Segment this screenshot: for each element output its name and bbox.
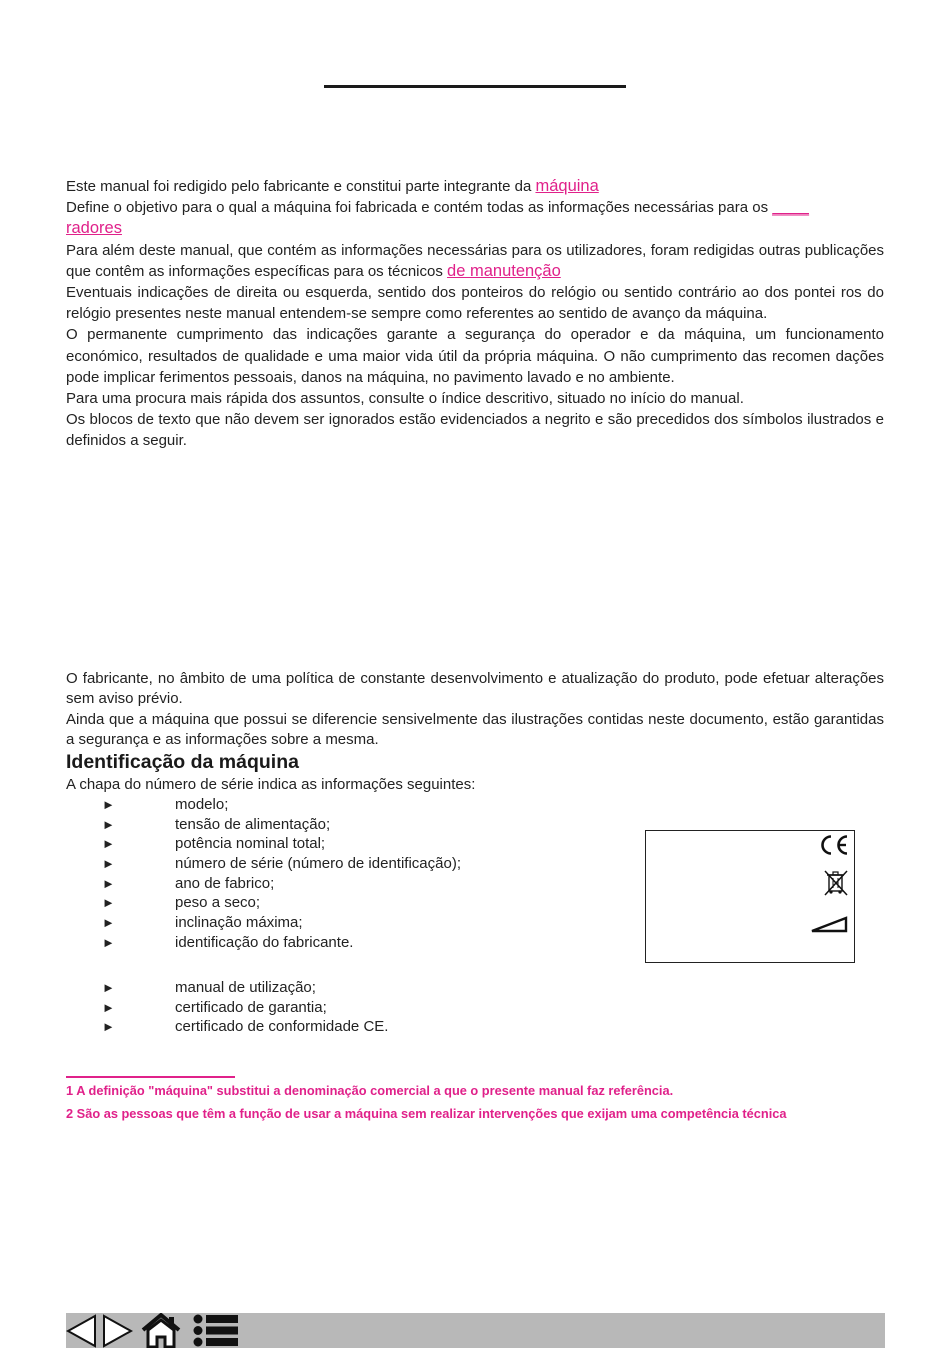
bullet-arrow-icon: ► xyxy=(102,934,115,950)
weee-bin-icon xyxy=(822,869,850,897)
index-list-icon[interactable] xyxy=(192,1313,240,1348)
bullet-arrow-icon: ► xyxy=(102,816,115,832)
update-paragraph-2: Ainda que a máquina que possui se diferencie sensivelmente das ilustrações contidas neste documento, estão garantidas a segurança e as informações sobre a mesma. xyxy=(66,710,884,749)
bullet-arrow-icon: ► xyxy=(102,856,115,872)
list-item: ► peso a seco; xyxy=(66,893,461,913)
list-item: ► número de série (número de identificação); xyxy=(66,854,461,874)
list-item: ► modelo; xyxy=(66,795,461,815)
update-notice xyxy=(66,669,884,751)
bullet-arrow-icon: ► xyxy=(102,1019,115,1035)
list-item: ► identificação do fabricante. xyxy=(66,933,461,953)
intro-paragraph-6: Para uma procura mais rápida dos assuntos, consulte o índice descritivo, situado no início do manual. xyxy=(66,390,744,408)
bullet-arrow-icon: ► xyxy=(102,836,115,852)
home-icon[interactable] xyxy=(140,1313,182,1348)
next-page-icon[interactable] xyxy=(101,1313,133,1348)
serial-number-plate xyxy=(645,830,855,963)
slope-icon xyxy=(810,915,850,933)
previous-page-icon[interactable] xyxy=(66,1313,98,1348)
title-rule xyxy=(324,85,626,88)
bullet-arrow-icon: ► xyxy=(102,875,115,891)
section-lead: A chapa do número de série indica as informações seguintes: xyxy=(66,776,476,793)
intro-text xyxy=(66,176,884,452)
footnote-link-operadores-b[interactable]: radores xyxy=(66,219,122,238)
footnote-link-operadores-a[interactable]: ____ xyxy=(772,198,809,217)
documents-list xyxy=(66,978,388,1037)
intro-paragraph-4: Eventuais indicações de direita ou esquerda, sentido dos ponteiros do relógio ou sentido contrário ao dos pontei ros do relógio presentes neste manual entendem-se sempre como referentes ao sentido de avanço da máquina. xyxy=(66,284,884,323)
list-item: ► potência nominal total; xyxy=(66,834,461,854)
navigation-bar xyxy=(66,1313,885,1348)
bullet-arrow-icon: ► xyxy=(102,895,115,911)
intro-paragraph-5: O permanente cumprimento das indicações garante a segurança do operador e da máquina, um funcionamento económico, resultados de qualidade e uma maior vida útil da própria máquina. O não cumprimento das recomen dações pode implicar ferimentos pessoais, danos na máquina, no pavimento lavado e no ambiente. xyxy=(66,326,884,386)
footnote-1: 1 A definição "máquina" substitui a denominação comercial a que o presente manual faz referência. xyxy=(66,1083,674,1098)
section-heading: Identificação da máquina xyxy=(66,751,299,773)
list-item: ► ano de fabrico; xyxy=(66,874,461,894)
intro-line-1: Este manual foi redigido pelo fabricante e constitui parte integrante da máquina xyxy=(66,177,599,195)
bullet-arrow-icon: ► xyxy=(102,915,115,931)
list-item: ► tensão de alimentação; xyxy=(66,815,461,835)
footnote-link-maquina[interactable]: máquina xyxy=(535,177,599,195)
list-item: ► manual de utilização; xyxy=(66,978,388,998)
plate-info-list xyxy=(66,795,461,953)
list-item: ► inclinação máxima; xyxy=(66,913,461,933)
bullet-arrow-icon: ► xyxy=(102,999,115,1015)
footnote-2: 2 São as pessoas que têm a função de usar a máquina sem realizar intervenções que exijam uma competência técnica xyxy=(66,1106,787,1121)
ce-mark-icon xyxy=(818,833,850,857)
list-item: ► certificado de conformidade CE. xyxy=(66,1017,388,1037)
bullet-arrow-icon: ► xyxy=(102,797,115,812)
footnote-rule xyxy=(66,1076,235,1078)
footnote-link-manutencao[interactable]: de manutenção xyxy=(447,261,561,280)
update-paragraph-1: O fabricante, no âmbito de uma política de constante desenvolvimento e atualização do produto, pode efetuar alterações sem aviso prévio. xyxy=(66,670,884,708)
intro-line-2: Define o objetivo para o qual a máquina foi fabricada e contém todas as informações necessárias para os ____ radores xyxy=(66,198,809,238)
list-item: ► certificado de garantia; xyxy=(66,998,388,1018)
intro-paragraph-7: Os blocos de texto que não devem ser ignorados estão evidenciados a negrito e são precedidos dos símbolos ilustrados e definidos a seguir. xyxy=(66,411,884,450)
intro-line-3: Para além deste manual, que contém as informações necessárias para os utilizadores, foram redigidas outras publicações que contêm as informações específicas para os técnicos de manutenção xyxy=(66,241,884,280)
bullet-arrow-icon: ► xyxy=(102,980,115,995)
